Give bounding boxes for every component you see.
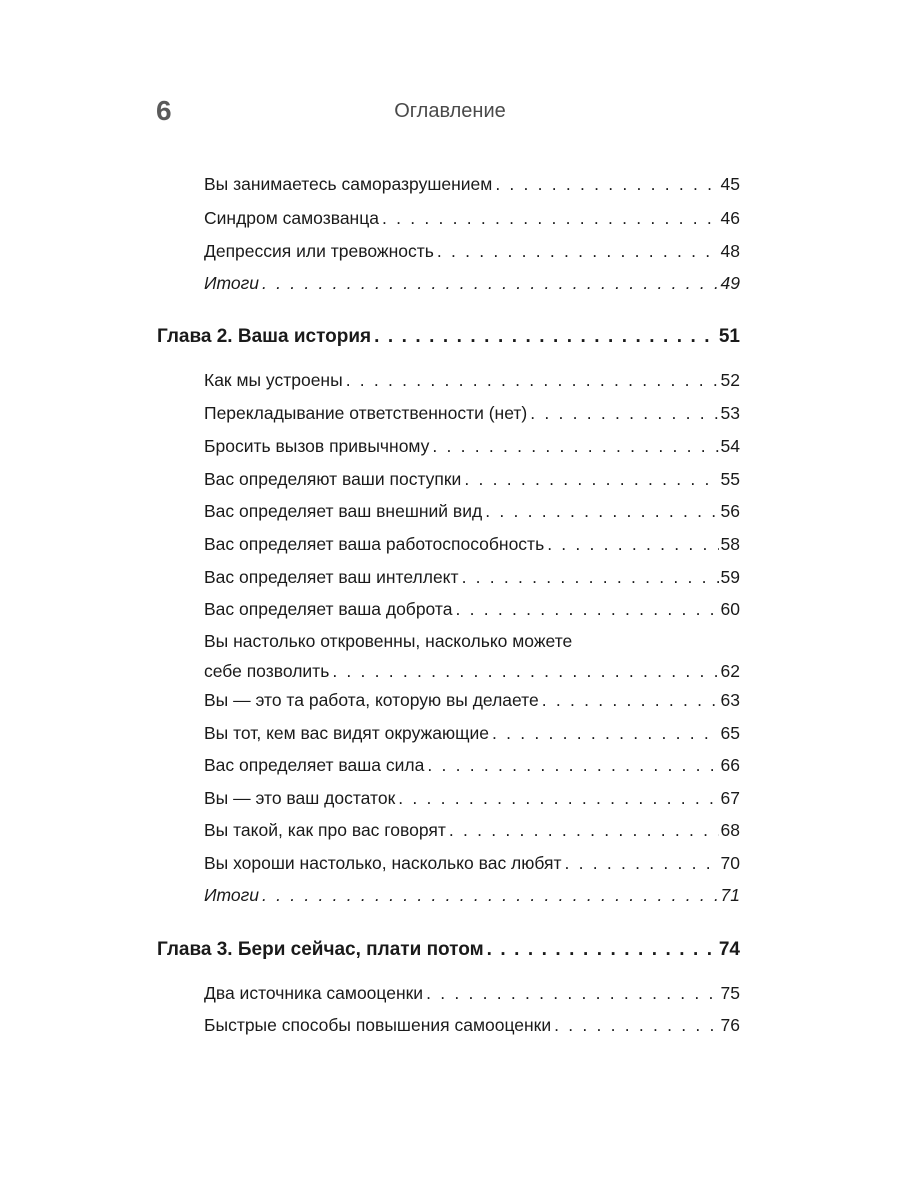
toc-entry-title: Синдром самозванца — [204, 208, 379, 228]
toc-entry-page: 62 — [720, 661, 740, 681]
toc-entry-page: 66 — [720, 755, 740, 775]
toc-entry-title: Вы хороши настолько, насколько вас любят — [204, 853, 562, 873]
dot-leader — [398, 786, 718, 810]
dot-leader — [427, 753, 718, 777]
toc-chapter-heading — [157, 938, 740, 962]
toc-entry-title: Быстрые способы повышения самооценки — [204, 1015, 552, 1035]
toc-entry — [204, 239, 740, 263]
toc-entry-page: 56 — [720, 501, 740, 521]
toc-entry-page: 55 — [720, 469, 740, 489]
toc-entry-title: Итоги — [204, 885, 259, 905]
dot-leader — [437, 239, 719, 263]
toc-entry — [204, 467, 740, 491]
dot-leader — [426, 981, 718, 1005]
toc-entry — [204, 688, 740, 712]
toc-entry — [204, 851, 740, 875]
toc-entry-title: Вы тот, кем вас видят окружающие — [204, 723, 489, 743]
toc-entry-title: Вас определяет ваша доброта — [204, 599, 453, 619]
toc-entry — [204, 753, 740, 777]
dot-leader — [487, 938, 717, 962]
toc-entry-page: 45 — [720, 174, 740, 194]
toc-entry-page: 49 — [720, 273, 740, 293]
toc-entry-title: Вы — это та работа, которую вы делаете — [204, 690, 539, 710]
dot-leader — [554, 1013, 718, 1037]
toc-entry-page: 70 — [720, 853, 740, 873]
toc-entry-page: 46 — [720, 208, 740, 228]
toc-entry-page: 76 — [720, 1015, 740, 1035]
dot-leader — [495, 172, 718, 196]
dot-leader — [464, 467, 718, 491]
toc-entry-page: 53 — [720, 403, 740, 423]
dot-leader — [542, 688, 719, 712]
toc-entry — [204, 532, 740, 556]
toc-entry-page: 59 — [720, 567, 740, 587]
toc-entry — [204, 206, 740, 230]
toc-entry-title: Вы такой, как про вас говорят — [204, 820, 446, 840]
toc-entry-title: Как мы устроены — [204, 370, 343, 390]
toc-entry — [204, 368, 740, 392]
toc-entry-title-line1: Вы настолько откровенны, насколько можете — [204, 631, 573, 651]
dot-leader — [262, 883, 719, 907]
dot-leader — [332, 659, 718, 683]
toc-entry-page: 60 — [720, 599, 740, 619]
toc-entry-title: Итоги — [204, 273, 259, 293]
dot-leader — [492, 721, 719, 745]
toc-entry-page: 71 — [720, 885, 740, 905]
toc-entry-summary — [204, 883, 740, 907]
toc-entry-title: Вы занимаетесь саморазрушением — [204, 174, 493, 194]
toc-entry-title-line2: себе позволить — [204, 661, 330, 681]
toc-entry-page: 75 — [720, 983, 740, 1003]
toc-entry — [204, 499, 740, 523]
dot-leader — [449, 818, 719, 842]
dot-leader — [382, 206, 719, 230]
dot-leader — [462, 565, 719, 589]
toc-entry-title: Вас определяют ваши поступки — [204, 469, 462, 489]
toc-entry — [204, 786, 740, 810]
dot-leader — [432, 434, 718, 458]
chapter-page: 51 — [718, 326, 740, 347]
toc-entry-page: 52 — [720, 370, 740, 390]
toc-entry-title: Вас определяет ваша работоспособность — [204, 534, 545, 554]
toc-entry-title: Два источника самооценки — [204, 983, 424, 1003]
toc-chapter-heading — [157, 325, 740, 349]
toc-entry-title: Вас определяет ваш интеллект — [204, 567, 459, 587]
toc-entry — [204, 172, 740, 196]
toc-entry — [204, 818, 740, 842]
dot-leader — [530, 401, 718, 425]
toc-entry — [204, 401, 740, 425]
toc-entry — [204, 721, 740, 745]
running-title: Оглавление — [394, 100, 506, 122]
toc-entry-page: 48 — [720, 241, 740, 261]
toc-entry-page: 65 — [720, 723, 740, 743]
toc-entry-title: Вас определяет ваша сила — [204, 755, 425, 775]
toc-entry — [204, 597, 740, 621]
dot-leader — [485, 499, 718, 523]
toc-entry — [204, 1013, 740, 1037]
page-number: 6 — [156, 95, 172, 126]
toc-entry-title: Вы — это ваш достаток — [204, 788, 396, 808]
toc-entry-continuation — [204, 659, 740, 683]
toc-entry-page: 58 — [720, 534, 740, 554]
chapter-title: Глава 3. Бери сейчас, плати потом — [157, 939, 484, 960]
toc-entry — [204, 981, 740, 1005]
toc-entry-title: Депрессия или тревожность — [204, 241, 434, 261]
chapter-title: Глава 2. Ваша история — [157, 326, 372, 347]
chapter-page: 74 — [718, 939, 740, 960]
toc-entry-page: 54 — [720, 436, 740, 456]
dot-leader — [346, 368, 719, 392]
toc-entry-title: Перекладывание ответственности (нет) — [204, 403, 528, 423]
dot-leader — [374, 325, 717, 349]
toc-entry-summary — [204, 271, 740, 295]
toc-entry-page: 63 — [720, 690, 740, 710]
dot-leader — [547, 532, 718, 556]
dot-leader — [565, 851, 719, 875]
toc-entry — [204, 434, 740, 458]
toc-entry-title: Бросить вызов привычному — [204, 436, 430, 456]
toc-entry-page: 67 — [720, 788, 740, 808]
toc-entry-title: Вас определяет ваш внешний вид — [204, 501, 483, 521]
toc-entry-page: 68 — [720, 820, 740, 840]
dot-leader — [455, 597, 718, 621]
dot-leader — [262, 271, 719, 295]
toc-entry — [204, 565, 740, 589]
toc-entry-multiline — [204, 629, 740, 683]
